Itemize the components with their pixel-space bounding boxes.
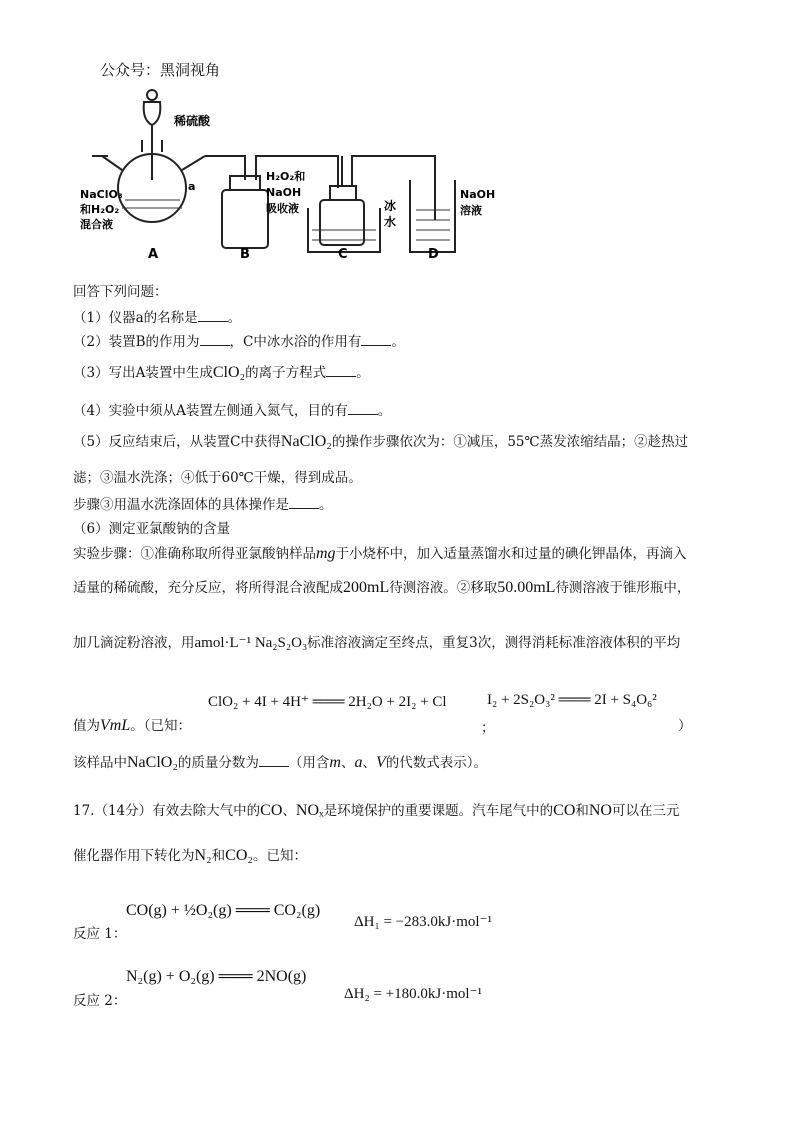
watermark: 公众号：黑洞视角: [100, 61, 221, 79]
apparatus-diagram: [80, 80, 500, 260]
label-flask-1: NaClO₃: [80, 188, 123, 201]
label-ice: 冰: [384, 199, 397, 213]
q16-part4: （4）实验中须从A装置左侧通入氮气，目的有 。: [73, 400, 391, 421]
q16-part5-cont: 滤；③温水洗涤；④低于60℃干燥，得到成品。: [73, 470, 362, 486]
q16-part2: （2）装置B的作用为 ，C中冰水浴的作用有 。: [73, 331, 405, 352]
letter-a: A: [148, 247, 159, 260]
intro: 回答下列问题：: [73, 284, 168, 300]
q17-line2: 催化器作用下转化为N₂和CO₂。已知：: [73, 847, 307, 864]
label-flask-3: 混合液: [80, 218, 113, 231]
label-c-2: NaOH: [266, 186, 302, 199]
label-a: a: [188, 180, 196, 193]
q16-value: 值为VmL。（已知：: [73, 717, 191, 734]
q16-step2: 适量的稀硫酸，充分反应，将所得混合液配成200mL待测溶液。②移取50.00mL待测溶液于锥形瓶中，: [73, 579, 691, 596]
q16-part3: （3）写出A装置中生成ClO₂的离子方程式 。: [73, 364, 370, 381]
label-flask-2: 和H₂O₂: [80, 203, 120, 216]
label-d-1: NaOH: [460, 188, 496, 201]
label-d-2: 溶液: [460, 204, 482, 217]
q16-result: 该样品中NaClO₂的质量分数为 （用含m、a、V的代数式表示）。: [73, 754, 487, 771]
reaction-1-enthalpy: ΔH₁ = −283.0kJ·mol⁻¹: [354, 914, 492, 930]
letter-c: C: [338, 247, 348, 260]
q16-part1: （1）仪器a的名称是 。: [73, 307, 241, 328]
close-paren: ）: [678, 718, 692, 734]
q16-part6: （6）测定亚氯酸钠的含量: [73, 521, 231, 537]
reaction-1-equation: CO(g) + ½O₂(g) ═══ CO₂(g): [126, 902, 321, 919]
q16-step1: 实验步骤：①准确称取所得亚氯酸钠样品mg于小烧杯中，加入适量蒸馏水和过量的碘化钾晶体，再滴入: [73, 545, 687, 562]
label-c-1: H₂O₂和: [266, 170, 306, 183]
reaction-2-equation: N₂(g) + O₂(g) ═══ 2NO(g): [126, 968, 307, 985]
reaction-2-label: 反应 2：: [73, 993, 127, 1009]
label-c-3: 吸收液: [266, 202, 299, 215]
q17-line1: 17.（14分）有效去除大气中的CO、NOₓ是环境保护的重要课题。汽车尾气中的CO和NO可以在三元: [73, 802, 680, 819]
label-dilute-sulfuric-acid: 稀硫酸: [174, 114, 211, 128]
reaction-2-enthalpy: ΔH₂ = +180.0kJ·mol⁻¹: [344, 986, 482, 1002]
letter-b: B: [240, 247, 250, 260]
q16-part5: （5）反应结束后，从装置C中获得NaClO₂的操作步骤依次为：①减压，55℃蒸发浓缩结晶；②趁热过: [73, 433, 689, 450]
reaction-1-label: 反应 1：: [73, 926, 127, 942]
letter-d: D: [428, 247, 439, 260]
equation-2: I₂ + 2S₂O₃² ═══ 2I + S₄O₆²: [487, 692, 657, 708]
semicolon: ；: [481, 720, 495, 736]
q16-part5-step3: 步骤③用温水洗涤固体的具体操作是 。: [73, 494, 333, 515]
equation-1: ClO₂ + 4I + 4H⁺ ═══ 2H₂O + 2I₂ + Cl: [208, 694, 447, 710]
label-water: 水: [384, 215, 397, 229]
q16-step3: 加几滴淀粉溶液，用amol·L⁻¹ Na₂S₂O₃标准溶液滴定至终点，重复3次，测得消耗标准溶液体积的平均: [73, 635, 681, 651]
